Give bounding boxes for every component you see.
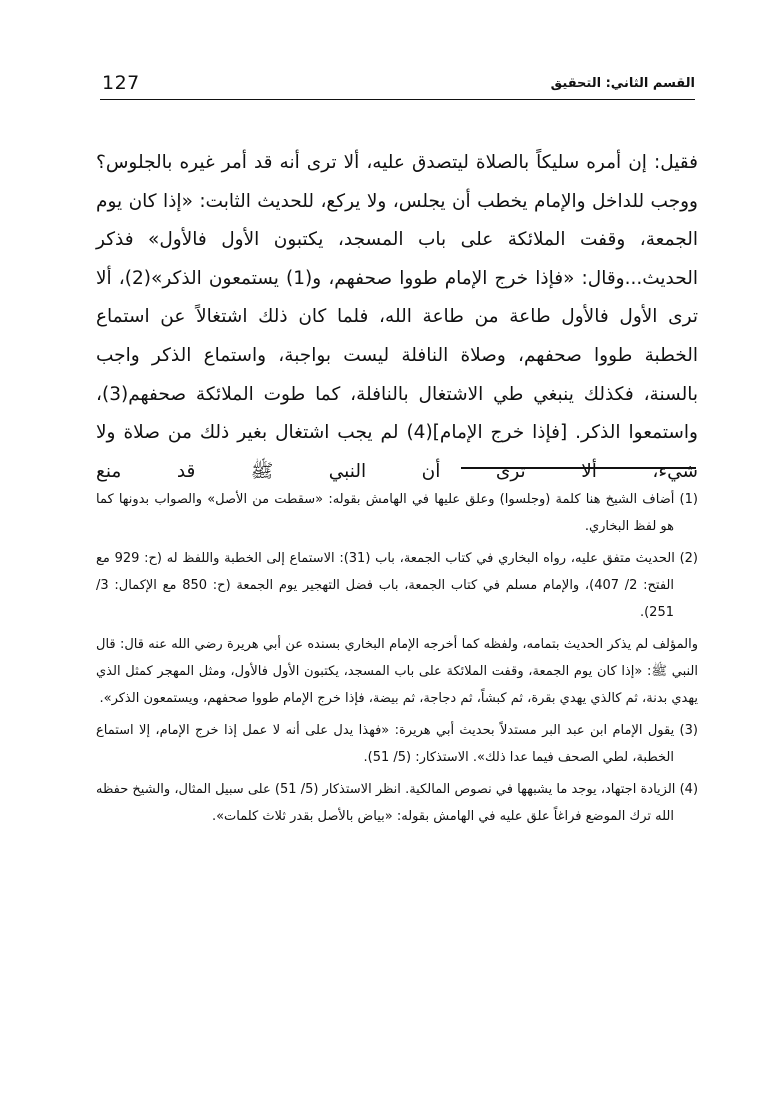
running-head: القسم الثاني: التحقيق	[550, 76, 695, 91]
footnote-3: (3) يقول الإمام ابن عبد البر مستدلاً بحديث أبي هريرة: «فهذا يدل على أنه لا عمل إذا خرج الإمام، إلا استماع الخطبة، لطي الصحف فيما عدا ذلك». الاستذكار: (5/ 51).	[96, 723, 698, 765]
footnote-2-continuation: والمؤلف لم يذكر الحديث بتمامه، ولفظه كما أخرجه الإمام البخاري بسنده عن أبي هريرة رضي الله عنه قال: قال النبي ﷺ: «إذا كان يوم الجمعة، وقفت الملائكة على باب المسجد، يكتبون الأول فالأول، ومثل المهجر كمثل الذي يهدي بدنة، ثم كالذي يهدي بقرة، ثم كبشاً، ثم دجاجة، ثم بيضة، فإذا خرج الإمام طووا صحفهم، ويستمعون الذكر».	[96, 637, 698, 706]
footnotes	[96, 486, 698, 835]
header-rule	[100, 99, 695, 100]
footnote-4: (4) الزيادة اجتهاد، يوجد ما يشبهها في نصوص المالكية. انظر الاستذكار (5/ 51) على سبيل المثال، والشيخ حفظه الله ترك الموضع فراغاً علق عليه في الهامش بقوله: «بياض بالأصل بقدر ثلاث كلمات».	[96, 782, 699, 824]
main-body-text: فقيل: إن أمره سليكاً بالصلاة ليتصدق عليه، ألا ترى أنه قد أمر غيره بالجلوس؟ ووجب للداخل والإمام يخطب أن يجلس، ولا يركع، للحديث الثابت: «إذا كان يوم الجمعة، وقفت الملائكة على باب المسجد، يكتبون الأول فالأول» فذكر الحديث...وقال: «فإذا خرج الإمام طووا صحفهم، و(1) يستمعون الذكر»(2)، ألا ترى الأول فالأول طاعة من طاعة الله، فلما كان ذلك اشتغالاً عن استماع الخطبة طووا صحفهم، وصلاة النافلة ليست بواجبة، واستماع الذكر واجب بالسنة، فكذلك ينبغي طي الاشتغال بالنافلة، كما طوت الملائكة صحفهم(3)، واستمعوا الذكر. [فإذا خرج الإمام](4) لم يجب اشتغال بغير ذلك من صلاة ولا شيء، ألا ترى أن النبي ﷺ قد منع	[96, 152, 698, 482]
page-number: 127	[102, 72, 140, 94]
page-header	[100, 70, 695, 100]
footnote-separator	[461, 467, 696, 469]
footnote-1: (1) أضاف الشيخ هنا كلمة (وجلسوا) وعلق عليها في الهامش بقوله: «سقطت من الأصل» والصواب بدونها كما هو لفظ البخاري.	[96, 492, 698, 534]
footnote-2: (2) الحديث متفق عليه، رواه البخاري في كتاب الجمعة، باب (31): الاستماع إلى الخطبة واللفظ له (ح: 929 مع الفتح: 2/ 407)، والإمام مسلم في كتاب الجمعة، باب فضل التهجير يوم الجمعة (ح: 850 مع الإكمال: 3/ 251).	[96, 551, 698, 620]
